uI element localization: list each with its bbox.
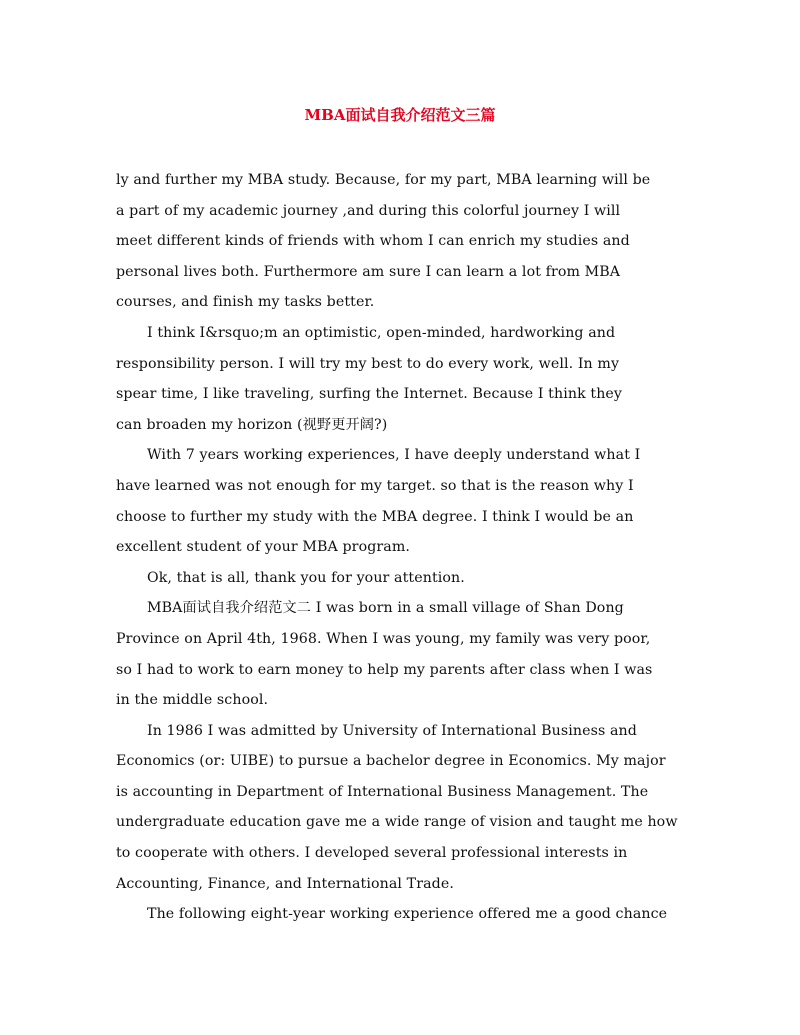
- text-line: to cooperate with others. I developed several professional interests in: [116, 845, 628, 862]
- text-line: courses, and finish my tasks better.: [116, 294, 375, 311]
- document-title: MBA面试自我介绍范文三篇: [304, 106, 496, 124]
- text-line: MBA面试自我介绍范文二 I was born in a small village of Shan Dong: [147, 600, 624, 617]
- text-line: I think I&rsquo;m an optimistic, open-minded, hardworking and: [147, 324, 616, 341]
- text-line: spear time, I like traveling, surfing the Internet. Because I think they: [116, 386, 623, 403]
- text-line: personal lives both. Furthermore am sure I can learn a lot from MBA: [116, 263, 621, 280]
- text-line: The following eight-year working experience offered me a good chance: [147, 906, 668, 923]
- text-line: a part of my academic journey ,and during this colorful journey I will: [116, 202, 621, 219]
- text-line: so I had to work to earn money to help my parents after class when I was: [116, 661, 653, 678]
- text-line: In 1986 I was admitted by University of International Business and: [147, 722, 637, 739]
- text-line: meet different kinds of friends with whom I can enrich my studies and: [116, 233, 630, 250]
- text-line: excellent student of your MBA program.: [116, 539, 410, 556]
- text-line: responsibility person. I will try my best to do every work, well. In my: [116, 355, 620, 372]
- text-line: With 7 years working experiences, I have deeply understand what I: [147, 447, 641, 464]
- text-line: choose to further my study with the MBA degree. I think I would be an: [116, 508, 634, 525]
- text-line: Ok, that is all, thank you for your attention.: [147, 569, 465, 586]
- text-line: Economics (or: UIBE) to pursue a bachelor degree in Economics. My major: [116, 753, 666, 770]
- text-line: Province on April 4th, 1968. When I was young, my family was very poor,: [116, 630, 651, 647]
- text-line: in the middle school.: [116, 692, 269, 709]
- text-line: can broaden my horizon (视野更开阔?): [116, 416, 388, 433]
- text-line: have learned was not enough for my target. so that is the reason why I: [116, 477, 634, 494]
- text-line: is accounting in Department of International Business Management. The: [116, 783, 649, 800]
- text-line: Accounting, Finance, and International Trade.: [116, 875, 454, 892]
- text-line: ly and further my MBA study. Because, for my part, MBA learning will be: [116, 172, 651, 188]
- document-body: [116, 165, 686, 930]
- text-line: undergraduate education gave me a wide range of vision and taught me how: [116, 814, 678, 831]
